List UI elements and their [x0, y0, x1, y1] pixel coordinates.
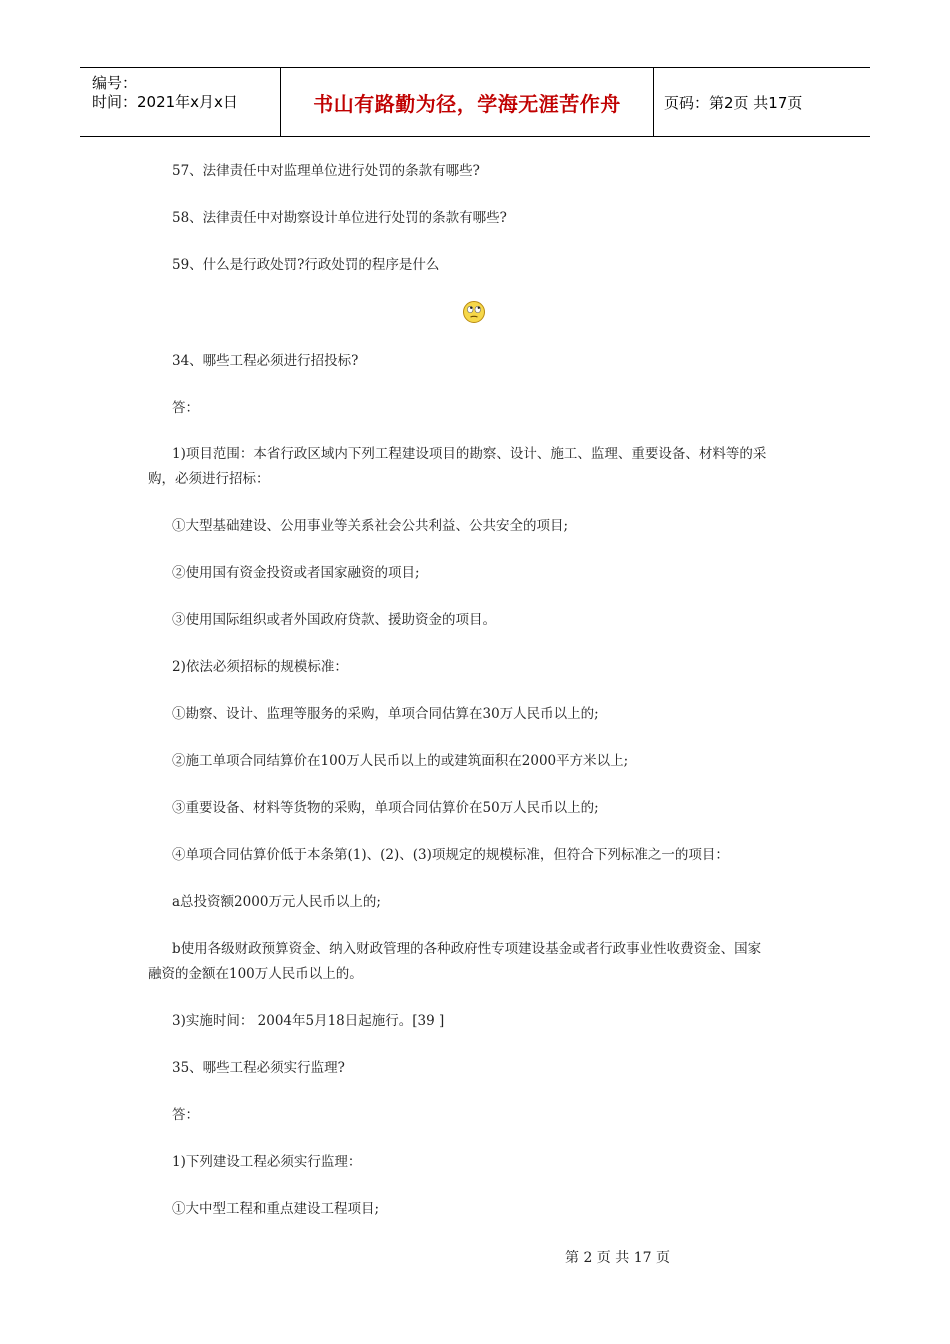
header-meta-cell: [80, 68, 281, 136]
question-34: 34、哪些工程必须进行招投标?: [172, 353, 359, 369]
list-item: ③使用国际组织或者外国政府贷款、援助资金的项目。: [172, 612, 496, 628]
answer-label: 答：: [172, 400, 199, 416]
section-heading: 3)实施时间： 2004年5月18日起施行。[39 ]: [172, 1013, 445, 1029]
list-item: ②施工单项合同结算价在100万人民币以上的或建筑面积在2000平方米以上;: [172, 753, 629, 769]
list-item: ①勘察、设计、监理等服务的采购，单项合同估算在30万人民币以上的;: [172, 706, 599, 722]
list-item: a总投资额2000万元人民币以上的;: [172, 894, 381, 910]
header-motto: 书山有路勤为径，学海无涯苦作舟: [281, 68, 654, 136]
section-heading: 2)依法必须招标的规模标准：: [172, 659, 348, 675]
list-item: ②使用国有资金投资或者国家融资的项目;: [172, 565, 420, 581]
list-item: ④单项合同估算价低于本条第(1)、(2)、(3)项规定的规模标准，但符合下列标准之一的项目：: [172, 847, 729, 863]
answer-label: 答：: [172, 1107, 199, 1123]
question-35: 35、哪些工程必须实行监理?: [172, 1060, 345, 1076]
rolling-eyes-emoji-icon: [462, 300, 486, 324]
question-58: 58、法律责任中对勘察设计单位进行处罚的条款有哪些?: [172, 210, 507, 226]
paragraph-line: 1)项目范围：本省行政区域内下列工程建设项目的勘察、设计、施工、监理、重要设备、材料等的采: [172, 446, 767, 462]
document-number-label: 编号：: [92, 74, 138, 92]
question-57: 57、法律责任中对监理单位进行处罚的条款有哪些?: [172, 163, 480, 179]
paragraph-line-continued: 购，必须进行招标：: [148, 471, 270, 487]
list-item: ①大中型工程和重点建设工程项目;: [172, 1201, 380, 1217]
page-footer-number: 第 2 页 共 17 页: [565, 1250, 670, 1266]
page-header: [80, 67, 870, 137]
question-59: 59、什么是行政处罚?行政处罚的程序是什么: [172, 257, 440, 273]
list-item-continued: 融资的金额在100万人民币以上的。: [148, 966, 363, 982]
list-item: ①大型基础建设、公用事业等关系社会公共利益、公共安全的项目;: [172, 518, 569, 534]
list-item: ③重要设备、材料等货物的采购，单项合同估算价在50万人民币以上的;: [172, 800, 599, 816]
document-date: 时间：2021年x月x日: [92, 93, 238, 111]
list-item: b使用各级财政预算资金、纳入财政管理的各种政府性专项建设基金或者行政事业性收费资金、国家: [172, 941, 762, 957]
section-heading: 1)下列建设工程必须实行监理：: [172, 1154, 362, 1170]
header-page-info: 页码：第2页 共17页: [664, 93, 803, 112]
